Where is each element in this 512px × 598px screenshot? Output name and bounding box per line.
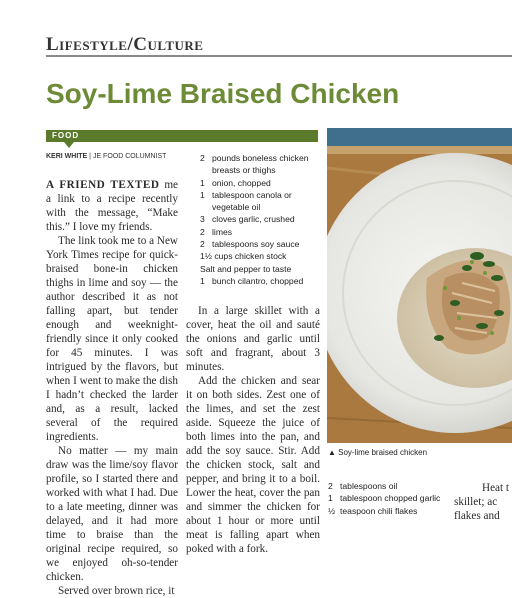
category-label: FOOD	[52, 131, 80, 140]
paragraph: No matter — my main draw was the lime/soy flavor profile, so I started there and worked with what I had. Due to a late meeting, dinner was delayed, and it had more time to braise than the original recipe required, so we enjoyed oh-so-tender chicken.	[46, 445, 178, 583]
ingredient-qty: 2	[200, 153, 205, 163]
ingredient-text: tablespoon canola or vegetable oil	[212, 189, 292, 213]
ingredient-qty: 1	[200, 275, 205, 286]
ingredient-qty: 2	[328, 481, 333, 491]
photo-caption: ▲ Soy-lime braised chicken	[328, 448, 428, 457]
ingredient-item	[200, 275, 322, 287]
ingredient-text: 1½ cups chicken stock	[200, 251, 287, 262]
ingredient-item	[200, 250, 322, 262]
article-column-1	[46, 178, 178, 598]
section-rule	[46, 55, 512, 57]
author-role: | JE FOOD COLUMNIST	[87, 153, 167, 160]
ingredient-list	[200, 152, 322, 287]
paragraph: The link took me to a New York Times recipe for quick-braised bone-in chicken thighs in lime and soy — the author described it as not falling apart, but tender enough and weeknight-friendly since it only cooked for 45 minutes. I was intrigued by the flavors, but when I went to make the dish I hadn’t checked the larder and, as a result, lacked several of the required ingredients.	[46, 235, 178, 443]
article-title: Soy-Lime Braised Chicken	[46, 78, 400, 109]
ingredient-item	[200, 238, 322, 250]
ingredient-qty: 2	[200, 239, 205, 250]
column-line: skillet; ac	[454, 496, 498, 508]
article-column-3	[454, 481, 512, 523]
ingredient-text: onion, chopped	[212, 177, 271, 188]
ingredient-item	[200, 189, 322, 214]
ingredient-text: tablespoon chopped garlic	[340, 493, 441, 504]
ingredient-qty: 1	[200, 177, 205, 188]
paragraph: In a large skillet with a cover, heat the oil and sauté the onions and garlic until soft and fragrant, about 3 minutes.	[186, 305, 320, 373]
ingredient-item	[200, 213, 322, 225]
ingredient-item	[200, 263, 322, 275]
ingredient-list-2	[328, 480, 468, 517]
ingredient-item	[328, 480, 468, 492]
paragraph: Add the chicken and sear it on both sides. Zest one of the limes, and set the zest aside. Squeeze the juice of both limes into the pan, and add the soy sauce. Stir. Add the chicken stock, salt and pepper, and bring it to a boil. Lower the heat, cover the pan and simmer the chicken for about 1 hour or more until meat is falling apart when poked with a fork.	[186, 375, 320, 555]
ingredient-item	[328, 505, 468, 517]
paragraph: Served over brown rice, it	[58, 585, 175, 597]
ingredient-text: bunch cilantro, chopped	[212, 275, 304, 286]
ingredient-item	[200, 226, 322, 238]
ingredient-text: pounds boneless chicken breasts or thighs	[212, 153, 309, 176]
ingredient-text: cloves garlic, crushed	[212, 214, 295, 225]
category-tab	[64, 142, 74, 148]
ingredient-item	[200, 152, 322, 177]
ingredient-item	[200, 177, 322, 189]
ingredient-text: limes	[212, 226, 233, 237]
author-name: KERI WHITE	[46, 153, 88, 160]
column-line: Heat t	[482, 482, 510, 494]
ingredient-qty: 3	[200, 214, 205, 225]
lead-text: me a link to a recipe recently with the message, “Make this.” I love my friends.	[46, 179, 178, 233]
ingredient-text: teaspoon chili flakes	[340, 505, 418, 516]
ingredient-item	[328, 492, 468, 504]
ingredient-text: tablespoons soy sauce	[212, 239, 300, 250]
category-bar	[46, 130, 318, 142]
column-line: flakes and	[454, 510, 500, 522]
lead-caps: A FRIEND TEXTED	[46, 179, 160, 191]
lead-paragraph	[46, 178, 178, 234]
ingredient-qty: 2	[200, 226, 205, 237]
ingredient-qty: 1	[328, 493, 333, 504]
ingredient-qty: 1	[200, 189, 205, 200]
byline	[46, 153, 166, 160]
section-heading: Lifestyle/Culture	[46, 34, 204, 55]
ingredient-qty: ½	[328, 505, 336, 516]
article-column-2	[186, 304, 320, 556]
dish-photo-illustration	[327, 128, 512, 443]
dish-photo	[327, 128, 512, 443]
ingredient-text: tablespoons oil	[340, 481, 398, 491]
ingredient-text: Salt and pepper to taste	[200, 263, 292, 274]
